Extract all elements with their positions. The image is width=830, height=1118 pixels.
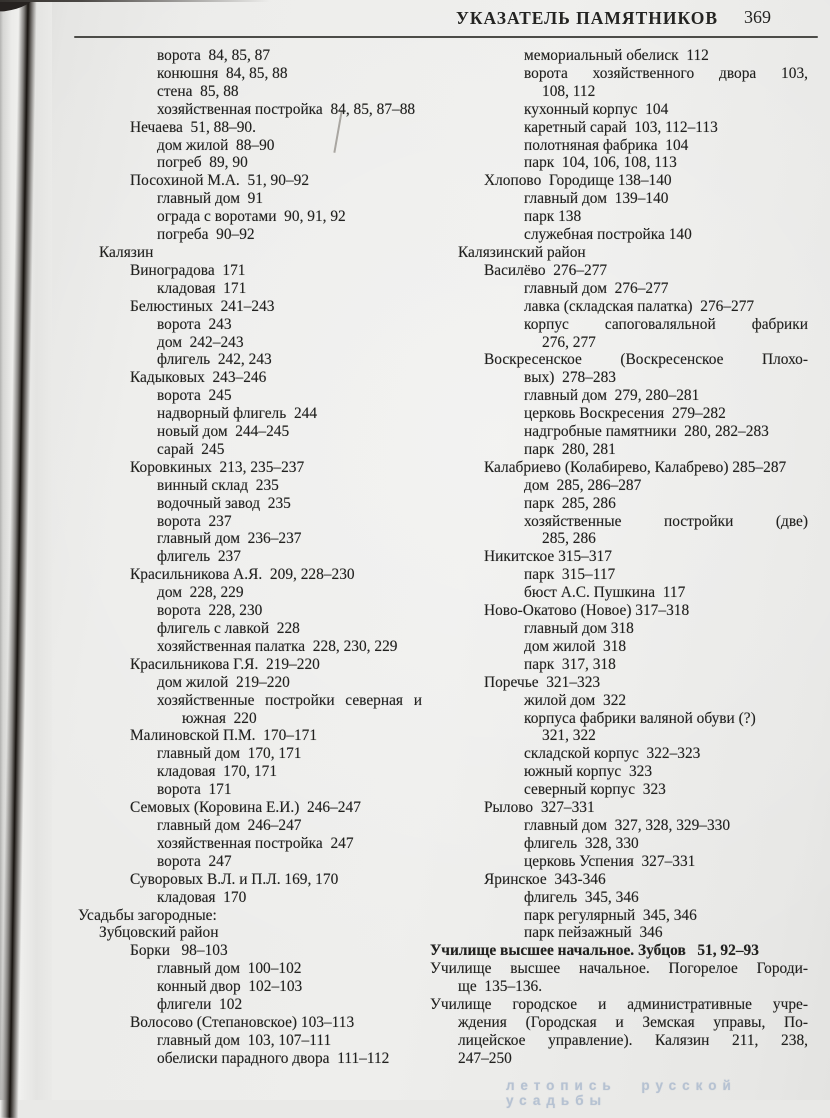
index-line: главный дом 318 (524, 620, 634, 637)
index-line: хозяйственная постройка 84, 85, 87–88 (157, 100, 416, 118)
index-line: флигель 237 (157, 548, 241, 566)
index-line: бюст А.С. Пушкина 117 (524, 584, 686, 602)
index-line: Яринское 343-346 (484, 870, 606, 888)
index-line: Воскресенское (Воскресенское Плохо- (484, 351, 808, 369)
index-line: флигель 242, 243 (157, 351, 272, 369)
page-title: УКАЗАТЕЛЬ ПАМЯТНИКОВ (456, 8, 719, 28)
index-line: погреба 90–92 (157, 226, 255, 244)
index-line: хозяйственные постройки (две) (524, 512, 808, 530)
index-line: дом жилой 318 (524, 637, 627, 655)
index-column-left (78, 47, 422, 1068)
index-line: Училище высшее начальное. Зубцов 51, 92–93 (430, 942, 759, 960)
index-line: 321, 322 (542, 727, 596, 745)
index-line: главный дом 103, 107–111 (157, 1031, 332, 1049)
index-line: ворота 243 (157, 315, 232, 333)
index-line: главный дом 279, 280–281 (524, 387, 700, 405)
index-line: парк 317, 318 (524, 655, 616, 673)
index-line: надгробные памятники 280, 282–283 (524, 423, 769, 441)
index-line: хозяйственные постройки северная и (157, 691, 422, 709)
index-line: 285, 286 (542, 530, 596, 548)
index-line: южная 220 (182, 709, 257, 727)
index-line: Рылово 327–331 (484, 799, 595, 817)
index-line: лицейское управление). Калязин 211, 238, (458, 1031, 808, 1049)
index-line: полотняная фабрика 104 (524, 136, 689, 154)
index-line: ворота 228, 230 (157, 602, 263, 620)
index-line: Белюстиных 241–243 (130, 297, 275, 315)
scan-top-edge (0, 0, 270, 2)
index-line: Малиновской П.М. 170–171 (130, 727, 318, 745)
index-line: надворный флигель 244 (157, 405, 318, 423)
index-line: служебная постройка 140 (524, 226, 692, 244)
index-line: жилой дом 322 (524, 691, 627, 709)
index-line: Волосово (Степановское) 103–113 (130, 1013, 355, 1031)
index-line: Калязин (99, 243, 154, 261)
index-line: парк 280, 281 (524, 440, 616, 458)
index-line: Виноградова 171 (130, 261, 246, 279)
index-line: складской корпус 322–323 (524, 745, 701, 763)
index-line: дом 285, 286–287 (524, 476, 642, 494)
index-line: церковь Воскресения 279–282 (524, 405, 726, 423)
index-line: кладовая 171 (157, 279, 247, 297)
index-line: Суворовых В.Л. и П.Л. 169, 170 (130, 870, 339, 888)
index-line: ворота 84, 85, 87 (157, 47, 271, 64)
index-line: 247–250 (458, 1049, 512, 1067)
index-line: главный дом 246–247 (157, 816, 302, 834)
index-line: каретный сарай 103, 112–113 (524, 118, 718, 136)
index-line: ворота 247 (157, 852, 232, 870)
index-line: Коровкиных 213, 235–237 (130, 458, 305, 476)
index-line: парк 285, 286 (524, 494, 616, 512)
index-line: погреб 89, 90 (157, 154, 248, 172)
index-line: главный дом 100–102 (157, 960, 302, 978)
page-number: 369 (744, 7, 771, 27)
index-line: Калабриево (Колабирево, Калабрево) 285–287 (484, 458, 787, 476)
index-line: ворота 171 (157, 781, 232, 799)
index-line: дом 242–243 (157, 333, 244, 351)
index-line: дом жилой 88–90 (157, 136, 275, 154)
index-line: ворота 237 (157, 512, 232, 530)
index-line: винный склад 235 (157, 476, 279, 494)
header-rule (74, 36, 818, 38)
index-line: главный дом 236–237 (157, 530, 302, 548)
index-line: ворота 245 (157, 387, 232, 405)
index-line: Никитское 315–317 (484, 548, 612, 566)
index-line: парк 315–117 (524, 566, 616, 584)
index-line: главный дом 276–277 (524, 279, 669, 297)
index-column-right (430, 47, 808, 1068)
index-line: Борки 98–103 (130, 942, 228, 960)
index-line: Красильникова Г.Я. 219–220 (130, 655, 320, 673)
index-line: ще 135–136. (458, 978, 543, 996)
index-line: главный дом 91 (157, 190, 264, 208)
index-line: обелиски парадного двора 111–112 (157, 1049, 390, 1067)
index-line: Семовых (Коровина Е.И.) 246–247 (130, 799, 361, 817)
index-line: стена 85, 88 (157, 82, 239, 100)
index-line: водочный завод 235 (157, 494, 291, 512)
index-line: хозяйственная постройка 247 (157, 834, 354, 852)
index-line: южный корпус 323 (524, 763, 653, 781)
index-line: парк 104, 106, 108, 113 (524, 154, 677, 172)
index-line: мемориальный обелиск 112 (524, 47, 709, 64)
index-line: ворота хозяйственного двора 103, (524, 64, 808, 82)
index-line: флигель 345, 346 (524, 888, 639, 906)
index-line: Посохиной М.А. 51, 90–92 (130, 172, 310, 190)
index-line: вых) 278–283 (524, 369, 616, 387)
index-line: парк 138 (524, 208, 582, 226)
index-line: Поречье 321–323 (484, 673, 601, 691)
index-line: сарай 245 (157, 440, 225, 458)
index-line: Училище городское и административные учре- (430, 996, 808, 1014)
index-line: хозяйственная палатка 228, 230, 229 (157, 637, 398, 655)
index-line: Нечаева 51, 88–90. (130, 118, 256, 136)
index-line: Кадыковых 243–246 (130, 369, 267, 387)
index-line: парк регулярный 345, 346 (524, 906, 697, 924)
index-line: Калязинский район (458, 243, 586, 261)
index-line: 276, 277 (542, 333, 596, 351)
index-line: главный дом 327, 328, 329–330 (524, 816, 731, 834)
index-line: дом 228, 229 (157, 584, 244, 602)
index-line: церковь Успения 327–331 (524, 852, 696, 870)
index-line: кухонный корпус 104 (524, 100, 669, 118)
index-line: корпуса фабрики валяной обуви (?) (524, 709, 756, 727)
index-line: флигель с лавкой 228 (157, 620, 300, 637)
index-line: Хлопово Городище 138–140 (484, 172, 672, 190)
index-line: Василёво 276–277 (484, 261, 608, 279)
index-line: Ново-Окатово (Новое) 317–318 (484, 602, 690, 620)
index-line: главный дом 139–140 (524, 190, 669, 208)
index-line: корпус сапоговаляльной фабрики (524, 315, 808, 333)
index-line: флигель 328, 330 (524, 834, 639, 852)
index-line: Училище высшее начальное. Погорелое Городи- (430, 960, 808, 978)
watermark: летопись русской усадьбы (506, 1078, 737, 1108)
index-line: кладовая 170, 171 (157, 763, 278, 781)
index-line: главный дом 170, 171 (157, 745, 302, 763)
index-line: Красильникова А.Я. 209, 228–230 (130, 566, 355, 584)
index-line: ждения (Городская и Земская управы, По- (458, 1013, 808, 1031)
index-line: северный корпус 323 (524, 781, 666, 799)
index-line: Зубцовский район (99, 924, 219, 942)
index-line: кладовая 170 (157, 888, 247, 906)
index-line: 108, 112 (542, 82, 596, 100)
index-line: лавка (складская палатка) 276–277 (524, 297, 755, 315)
index-line: флигели 102 (157, 996, 243, 1014)
index-line: ограда с воротами 90, 91, 92 (157, 208, 346, 226)
index-line: парк пейзажный 346 (524, 924, 663, 942)
index-line: Усадьбы загородные: (78, 906, 217, 924)
index-line: дом жилой 219–220 (157, 673, 290, 691)
index-line: конный двор 102–103 (157, 978, 303, 996)
index-line: новый дом 244–245 (157, 423, 290, 441)
index-line: конюшня 84, 85, 88 (157, 64, 288, 82)
